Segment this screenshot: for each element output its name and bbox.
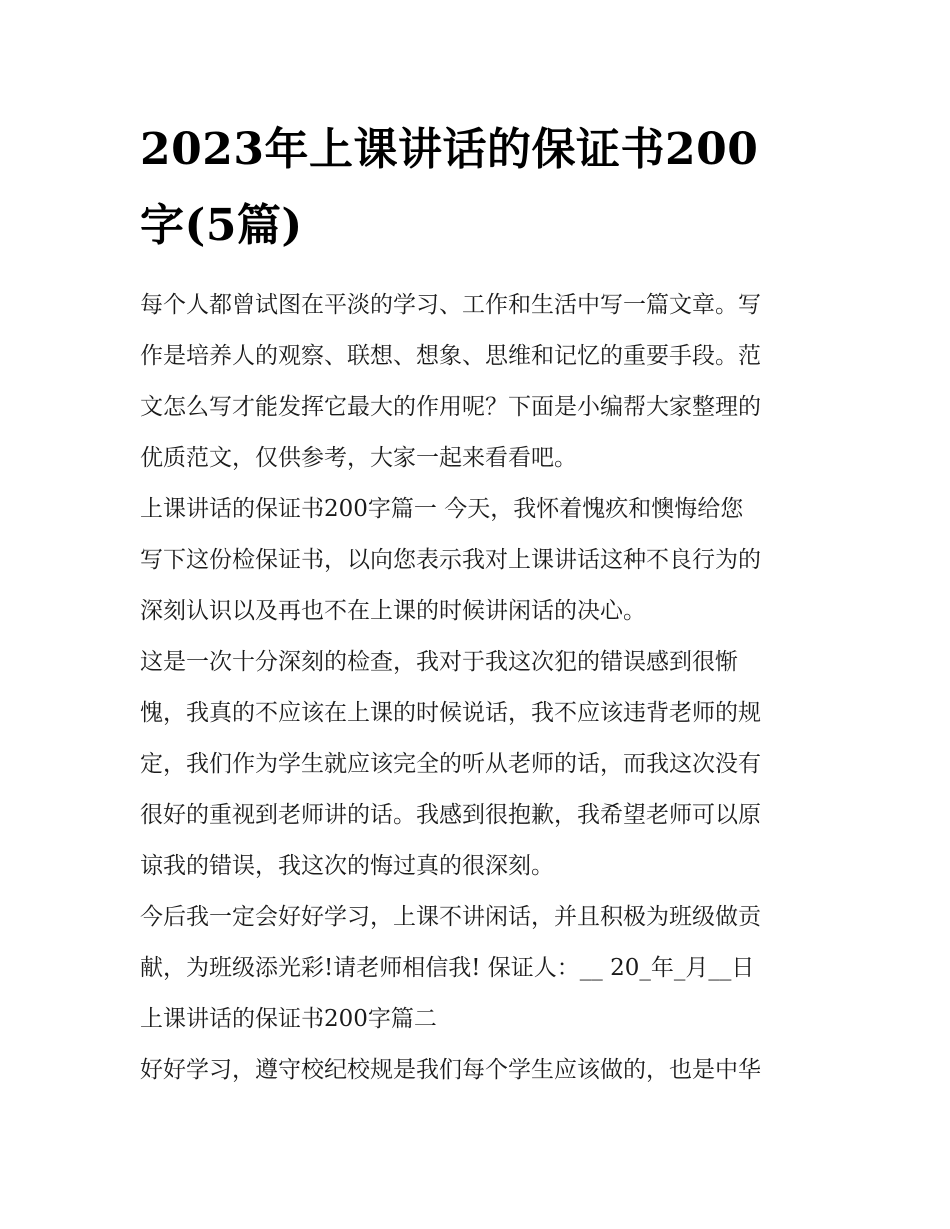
title-line: 字(5篇): [140, 200, 303, 251]
paragraph-section-one-reflection: [140, 637, 812, 892]
text-line: 定，我们作为学生就应该完全的听从老师的话，而我这次没有: [140, 751, 761, 777]
text-line: 好好学习，遵守校纪校规是我们每个学生应该做的，也是中华: [140, 1057, 761, 1083]
paragraph-section-one-opening: [140, 484, 812, 637]
text-line: 深刻认识以及再也不在上课的时候讲闲话的决心。: [140, 598, 646, 624]
text-line: 上课讲话的保证书200字篇一 今天，我怀着愧疚和懊悔给您: [140, 496, 744, 522]
text-line: 每个人都曾试图在平淡的学习、工作和生活中写一篇文章。写: [140, 292, 761, 318]
document-title: [140, 112, 812, 264]
text-line: 写下这份检保证书，以向您表示我对上课讲话这种不良行为的: [140, 547, 761, 573]
text-line: 作是培养人的观察、联想、想象、思维和记忆的重要手段。范: [140, 343, 761, 369]
document-body: [140, 280, 812, 1096]
paragraph-intro: [140, 280, 812, 484]
text-line: 文怎么写才能发挥它最大的作用呢？下面是小编帮大家整理的: [140, 394, 761, 420]
text-line: 上课讲话的保证书200字篇二: [140, 1006, 437, 1032]
text-line: 这是一次十分深刻的检查，我对于我这次犯的错误感到很惭: [140, 649, 738, 675]
text-line: 优质范文，仅供参考，大家一起来看看吧。: [140, 445, 577, 471]
paragraph-section-one-pledge: [140, 892, 812, 994]
document-page: [140, 112, 812, 1096]
text-line: 今后我一定会好好学习，上课不讲闲话，并且积极为班级做贡: [140, 904, 761, 930]
text-line: 很好的重视到老师讲的话。我感到很抱歉，我希望老师可以原: [140, 802, 761, 828]
text-line: 愧，我真的不应该在上课的时候说话，我不应该违背老师的规: [140, 700, 761, 726]
text-line: 献，为班级添光彩!请老师相信我! 保证人：__ 20_年_月__日: [140, 955, 755, 981]
text-line: 谅我的错误，我这次的悔过真的很深刻。: [140, 853, 554, 879]
paragraph-section-two-opening: [140, 1045, 812, 1096]
title-line: 2023年上课讲话的保证书200: [140, 124, 759, 175]
section-two-heading: [140, 994, 812, 1045]
